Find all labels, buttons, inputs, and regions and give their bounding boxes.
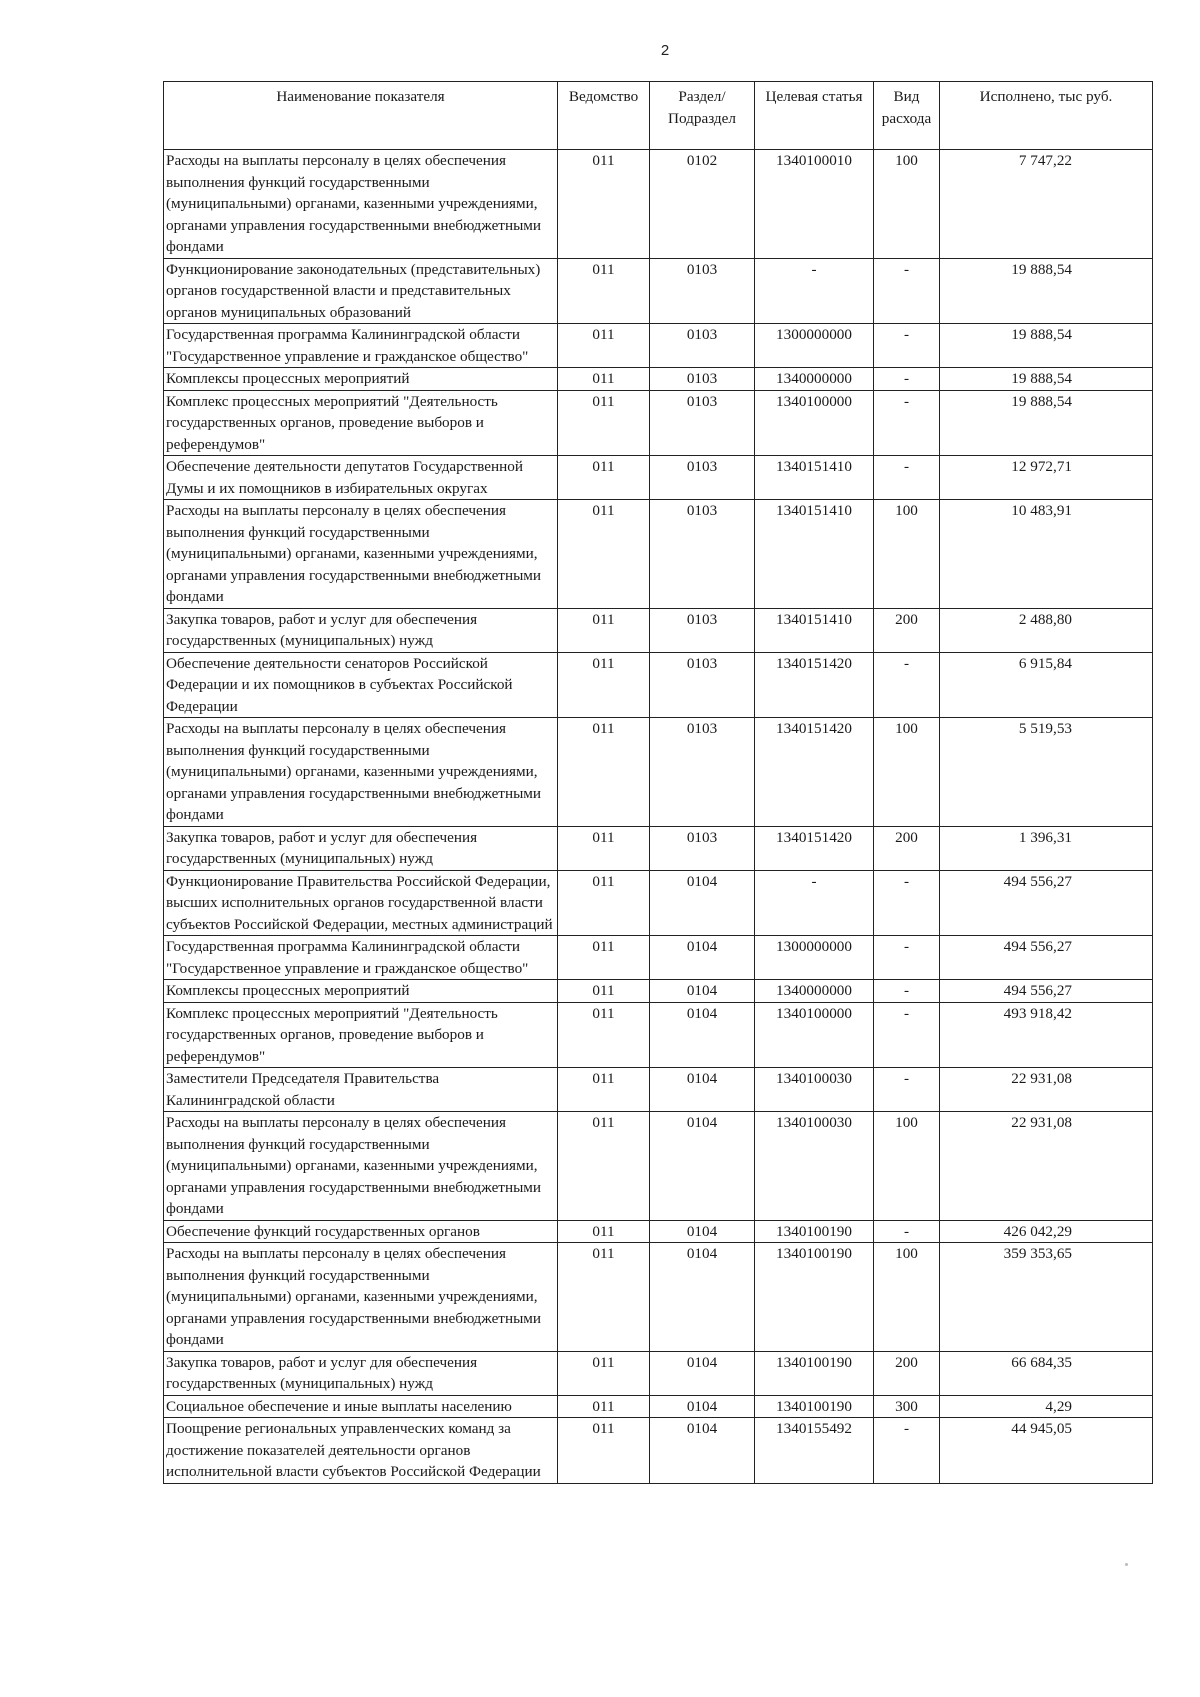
cell-kind: 200 bbox=[874, 608, 940, 652]
cell-target: 1340100030 bbox=[755, 1068, 874, 1112]
table-row bbox=[164, 608, 1153, 652]
cell-kind: - bbox=[874, 368, 940, 391]
cell-name: Заместители Председателя Правительства Калининградской области bbox=[164, 1068, 558, 1112]
table-row bbox=[164, 1351, 1153, 1395]
cell-section: 0104 bbox=[650, 1395, 755, 1418]
cell-name: Государственная программа Калининградской области "Государственное управление и гражданское общество" bbox=[164, 936, 558, 980]
cell-target: 1340151420 bbox=[755, 718, 874, 827]
table-row bbox=[164, 324, 1153, 368]
cell-department: 011 bbox=[558, 1418, 650, 1484]
cell-kind: 100 bbox=[874, 150, 940, 259]
cell-amount: 6 915,84 bbox=[940, 652, 1153, 718]
cell-amount: 7 747,22 bbox=[940, 150, 1153, 259]
cell-section: 0104 bbox=[650, 870, 755, 936]
cell-amount: 44 945,05 bbox=[940, 1418, 1153, 1484]
cell-department: 011 bbox=[558, 980, 650, 1003]
cell-section: 0103 bbox=[650, 826, 755, 870]
cell-section: 0104 bbox=[650, 936, 755, 980]
cell-department: 011 bbox=[558, 1220, 650, 1243]
cell-section: 0104 bbox=[650, 1112, 755, 1221]
cell-target: 1340100030 bbox=[755, 1112, 874, 1221]
cell-target: 1340151420 bbox=[755, 826, 874, 870]
cell-amount: 494 556,27 bbox=[940, 936, 1153, 980]
cell-name: Закупка товаров, работ и услуг для обеспечения государственных (муниципальных) нужд bbox=[164, 608, 558, 652]
cell-target: 1340155492 bbox=[755, 1418, 874, 1484]
cell-section: 0104 bbox=[650, 980, 755, 1003]
cell-kind: - bbox=[874, 1002, 940, 1068]
table-header-row bbox=[164, 82, 1153, 150]
cell-section: 0103 bbox=[650, 500, 755, 609]
cell-amount: 22 931,08 bbox=[940, 1068, 1153, 1112]
cell-target: 1300000000 bbox=[755, 936, 874, 980]
cell-target: 1340151420 bbox=[755, 652, 874, 718]
cell-section: 0104 bbox=[650, 1068, 755, 1112]
cell-name: Комплекс процессных мероприятий "Деятельность государственных органов, проведение выборов и референдумов" bbox=[164, 390, 558, 456]
cell-section: 0103 bbox=[650, 718, 755, 827]
header-section: Раздел/ Подраздел bbox=[650, 82, 755, 150]
cell-name: Функционирование законодательных (представительных) органов государственной власти и представительных органов муниципальных образований bbox=[164, 258, 558, 324]
page-number: 2 bbox=[660, 42, 670, 59]
cell-name: Закупка товаров, работ и услуг для обеспечения государственных (муниципальных) нужд bbox=[164, 826, 558, 870]
header-department: Ведомство bbox=[558, 82, 650, 150]
table-row bbox=[164, 368, 1153, 391]
table-row bbox=[164, 258, 1153, 324]
cell-kind: - bbox=[874, 980, 940, 1003]
cell-section: 0103 bbox=[650, 258, 755, 324]
cell-department: 011 bbox=[558, 456, 650, 500]
cell-section: 0104 bbox=[650, 1002, 755, 1068]
table-body bbox=[164, 150, 1153, 1484]
cell-target: 1340151410 bbox=[755, 608, 874, 652]
table-row bbox=[164, 150, 1153, 259]
cell-kind: - bbox=[874, 390, 940, 456]
table-row bbox=[164, 1068, 1153, 1112]
cell-name: Расходы на выплаты персоналу в целях обеспечения выполнения функций государственными (муниципальными) органами, казенными учреждениями, органами управления государственными внебюджетными фондами bbox=[164, 1112, 558, 1221]
cell-department: 011 bbox=[558, 608, 650, 652]
cell-target: 1340100190 bbox=[755, 1243, 874, 1352]
table-row bbox=[164, 1112, 1153, 1221]
cell-department: 011 bbox=[558, 390, 650, 456]
cell-section: 0103 bbox=[650, 608, 755, 652]
cell-kind: - bbox=[874, 258, 940, 324]
cell-kind: - bbox=[874, 652, 940, 718]
cell-department: 011 bbox=[558, 1002, 650, 1068]
cell-target: 1340151410 bbox=[755, 500, 874, 609]
table-row bbox=[164, 980, 1153, 1003]
table-row bbox=[164, 870, 1153, 936]
header-amount: Исполнено, тыс руб. bbox=[940, 82, 1153, 150]
cell-name: Функционирование Правительства Российской Федерации, высших исполнительных органов государственной власти субъектов Российской Федерации, местных администраций bbox=[164, 870, 558, 936]
cell-department: 011 bbox=[558, 936, 650, 980]
cell-amount: 493 918,42 bbox=[940, 1002, 1153, 1068]
cell-target: 1340100010 bbox=[755, 150, 874, 259]
cell-target: - bbox=[755, 870, 874, 936]
cell-kind: - bbox=[874, 936, 940, 980]
table-row bbox=[164, 1243, 1153, 1352]
cell-target: 1340100000 bbox=[755, 390, 874, 456]
scan-dot bbox=[1125, 1563, 1128, 1566]
cell-kind: - bbox=[874, 1220, 940, 1243]
cell-target: 1340100000 bbox=[755, 1002, 874, 1068]
cell-department: 011 bbox=[558, 870, 650, 936]
header-kind: Вид расхода bbox=[874, 82, 940, 150]
cell-amount: 66 684,35 bbox=[940, 1351, 1153, 1395]
table-row bbox=[164, 826, 1153, 870]
cell-target: 1340151410 bbox=[755, 456, 874, 500]
cell-name: Закупка товаров, работ и услуг для обеспечения государственных (муниципальных) нужд bbox=[164, 1351, 558, 1395]
cell-section: 0104 bbox=[650, 1351, 755, 1395]
cell-amount: 1 396,31 bbox=[940, 826, 1153, 870]
cell-amount: 494 556,27 bbox=[940, 980, 1153, 1003]
cell-section: 0104 bbox=[650, 1418, 755, 1484]
cell-amount: 19 888,54 bbox=[940, 390, 1153, 456]
cell-section: 0102 bbox=[650, 150, 755, 259]
table-row bbox=[164, 456, 1153, 500]
cell-department: 011 bbox=[558, 150, 650, 259]
cell-amount: 4,29 bbox=[940, 1395, 1153, 1418]
cell-department: 011 bbox=[558, 368, 650, 391]
cell-section: 0103 bbox=[650, 368, 755, 391]
cell-kind: 100 bbox=[874, 1243, 940, 1352]
cell-section: 0103 bbox=[650, 652, 755, 718]
cell-kind: 100 bbox=[874, 1112, 940, 1221]
cell-kind: 100 bbox=[874, 500, 940, 609]
header-target: Целевая статья bbox=[755, 82, 874, 150]
cell-target: 1340100190 bbox=[755, 1395, 874, 1418]
table-row bbox=[164, 390, 1153, 456]
cell-kind: 200 bbox=[874, 826, 940, 870]
cell-department: 011 bbox=[558, 826, 650, 870]
cell-kind: - bbox=[874, 324, 940, 368]
cell-department: 011 bbox=[558, 652, 650, 718]
cell-amount: 2 488,80 bbox=[940, 608, 1153, 652]
cell-section: 0104 bbox=[650, 1243, 755, 1352]
cell-target: 1340000000 bbox=[755, 980, 874, 1003]
table-row bbox=[164, 1418, 1153, 1484]
cell-amount: 19 888,54 bbox=[940, 324, 1153, 368]
cell-name: Комплексы процессных мероприятий bbox=[164, 980, 558, 1003]
cell-kind: - bbox=[874, 456, 940, 500]
cell-target: 1300000000 bbox=[755, 324, 874, 368]
cell-amount: 22 931,08 bbox=[940, 1112, 1153, 1221]
cell-department: 011 bbox=[558, 1112, 650, 1221]
cell-amount: 12 972,71 bbox=[940, 456, 1153, 500]
cell-name: Комплексы процессных мероприятий bbox=[164, 368, 558, 391]
cell-target: - bbox=[755, 258, 874, 324]
cell-kind: - bbox=[874, 1068, 940, 1112]
cell-department: 011 bbox=[558, 324, 650, 368]
cell-name: Обеспечение деятельности депутатов Государственной Думы и их помощников в избирательных округах bbox=[164, 456, 558, 500]
cell-target: 1340000000 bbox=[755, 368, 874, 391]
cell-name: Поощрение региональных управленческих команд за достижение показателей деятельности органов исполнительной власти субъектов Российской Федерации bbox=[164, 1418, 558, 1484]
cell-kind: 100 bbox=[874, 718, 940, 827]
header-name: Наименование показателя bbox=[164, 82, 558, 150]
cell-name: Обеспечение функций государственных органов bbox=[164, 1220, 558, 1243]
table-row bbox=[164, 652, 1153, 718]
cell-section: 0103 bbox=[650, 456, 755, 500]
cell-amount: 19 888,54 bbox=[940, 368, 1153, 391]
cell-amount: 10 483,91 bbox=[940, 500, 1153, 609]
cell-department: 011 bbox=[558, 1068, 650, 1112]
cell-name: Государственная программа Калининградской области "Государственное управление и гражданское общество" bbox=[164, 324, 558, 368]
cell-department: 011 bbox=[558, 1243, 650, 1352]
cell-name: Социальное обеспечение и иные выплаты населению bbox=[164, 1395, 558, 1418]
cell-name: Обеспечение деятельности сенаторов Российской Федерации и их помощников в субъектах Российской Федерации bbox=[164, 652, 558, 718]
cell-amount: 359 353,65 bbox=[940, 1243, 1153, 1352]
cell-department: 011 bbox=[558, 718, 650, 827]
cell-kind: - bbox=[874, 870, 940, 936]
cell-section: 0104 bbox=[650, 1220, 755, 1243]
cell-name: Расходы на выплаты персоналу в целях обеспечения выполнения функций государственными (муниципальными) органами, казенными учреждениями, органами управления государственными внебюджетными фондами bbox=[164, 1243, 558, 1352]
cell-department: 011 bbox=[558, 1351, 650, 1395]
cell-target: 1340100190 bbox=[755, 1220, 874, 1243]
cell-amount: 494 556,27 bbox=[940, 870, 1153, 936]
cell-section: 0103 bbox=[650, 390, 755, 456]
cell-kind: - bbox=[874, 1418, 940, 1484]
budget-table bbox=[163, 81, 1153, 1484]
table-row bbox=[164, 936, 1153, 980]
cell-amount: 426 042,29 bbox=[940, 1220, 1153, 1243]
table-row bbox=[164, 1002, 1153, 1068]
cell-target: 1340100190 bbox=[755, 1351, 874, 1395]
cell-amount: 19 888,54 bbox=[940, 258, 1153, 324]
table-row bbox=[164, 1395, 1153, 1418]
table-row bbox=[164, 718, 1153, 827]
cell-name: Расходы на выплаты персоналу в целях обеспечения выполнения функций государственными (муниципальными) органами, казенными учреждениями, органами управления государственными внебюджетными фондами bbox=[164, 718, 558, 827]
cell-kind: 200 bbox=[874, 1351, 940, 1395]
cell-name: Расходы на выплаты персоналу в целях обеспечения выполнения функций государственными (муниципальными) органами, казенными учреждениями, органами управления государственными внебюджетными фондами bbox=[164, 150, 558, 259]
cell-department: 011 bbox=[558, 500, 650, 609]
cell-name: Комплекс процессных мероприятий "Деятельность государственных органов, проведение выборов и референдумов" bbox=[164, 1002, 558, 1068]
table-row bbox=[164, 500, 1153, 609]
table-row bbox=[164, 1220, 1153, 1243]
cell-department: 011 bbox=[558, 258, 650, 324]
cell-name: Расходы на выплаты персоналу в целях обеспечения выполнения функций государственными (муниципальными) органами, казенными учреждениями, органами управления государственными внебюджетными фондами bbox=[164, 500, 558, 609]
cell-section: 0103 bbox=[650, 324, 755, 368]
cell-department: 011 bbox=[558, 1395, 650, 1418]
cell-amount: 5 519,53 bbox=[940, 718, 1153, 827]
cell-kind: 300 bbox=[874, 1395, 940, 1418]
